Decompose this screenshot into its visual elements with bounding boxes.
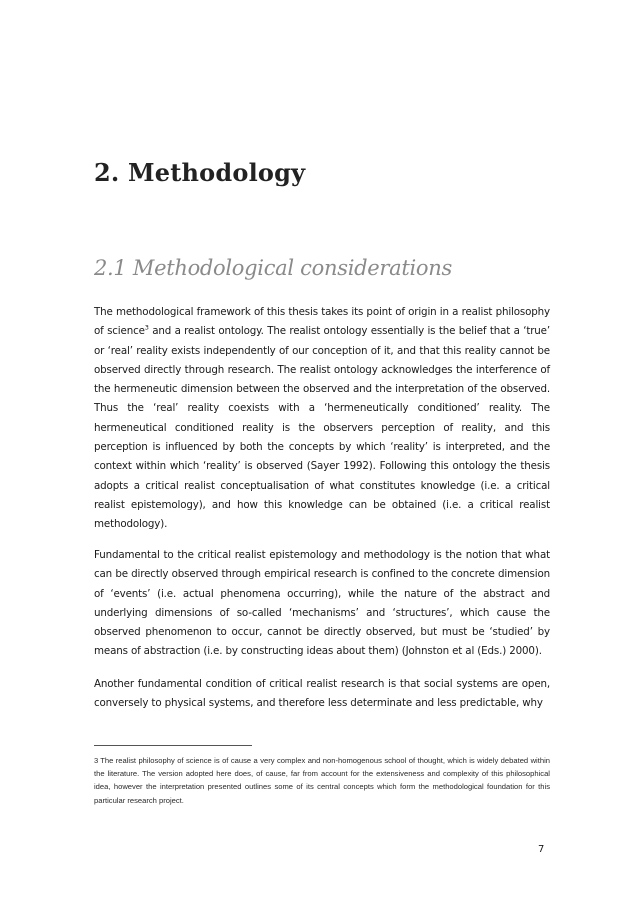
paragraph-3: Another fundamental condition of critical realist research is that social systems are open, conversely to physical systems, and therefore less determinate and less predictable, why xyxy=(94,678,550,710)
paragraph-1-text-b: and a realist ontology. The realist ontology essentially is the belief that a ‘true’ or ‘real’ reality exists independently of our conception of it, and that this reality cannot be observed directly through research. The realist ontology acknowledges the interference of the hermeneutic dimension between the observed and the interpretation of the observed. Thus the ‘real’ reality coexists with a ‘hermeneutically conditioned’ reality. The hermeneutical conditioned reality is the observers perception of reality, and this perception is influenced by both the concepts by which ‘reality’ is interpreted, and the context within which ‘reality’ is observed (Sayer 1992). Following this ontology the thesis adopts a critical realist conceptualisation of what constitutes knowledge (i.e. a critical realist epistemology), and how this knowledge can be obtained (i.e. a critical realist methodology). xyxy=(94,325,550,531)
footnote xyxy=(94,754,550,807)
section-title: 2.1 Methodological considerations xyxy=(94,256,452,280)
paragraph-1-text-a: The methodological framework of this thesis takes its point of origin in a realist philosophy of science xyxy=(94,306,550,338)
footnote-mark: 3 xyxy=(94,756,99,765)
paragraph-1 xyxy=(94,303,550,535)
page-number: 7 xyxy=(538,844,545,855)
footnote-text: The realist philosophy of science is of cause a very complex and non-homogenous school of thought, which is widely debated within the literature. The version adopted here does, of cause, far from account for the extensiveness and complexity of this philosophical idea, however the interpretation presented outlines some of its central concepts which form the methodological foundation for this particular research project. xyxy=(94,756,550,805)
footnote-divider xyxy=(94,745,252,746)
chapter-title: 2. Methodology xyxy=(94,158,306,187)
footnote-reference: 3 xyxy=(144,323,149,332)
paragraph-2: Fundamental to the critical realist epistemology and methodology is the notion that what can be directly observed through empirical research is confined to the concrete dimension of ‘events’ (i.e. actual phenomena occurring), while the nature of the abstract and underlying dimensions of so-called ‘mechanisms’ and ‘structures’, which cause the observed phenomenon to occur, cannot be directly observed, but must be ‘studied’ by means of abstraction (i.e. by constructing ideas about them) (Johnston et al (Eds.) 2000). xyxy=(94,549,550,658)
